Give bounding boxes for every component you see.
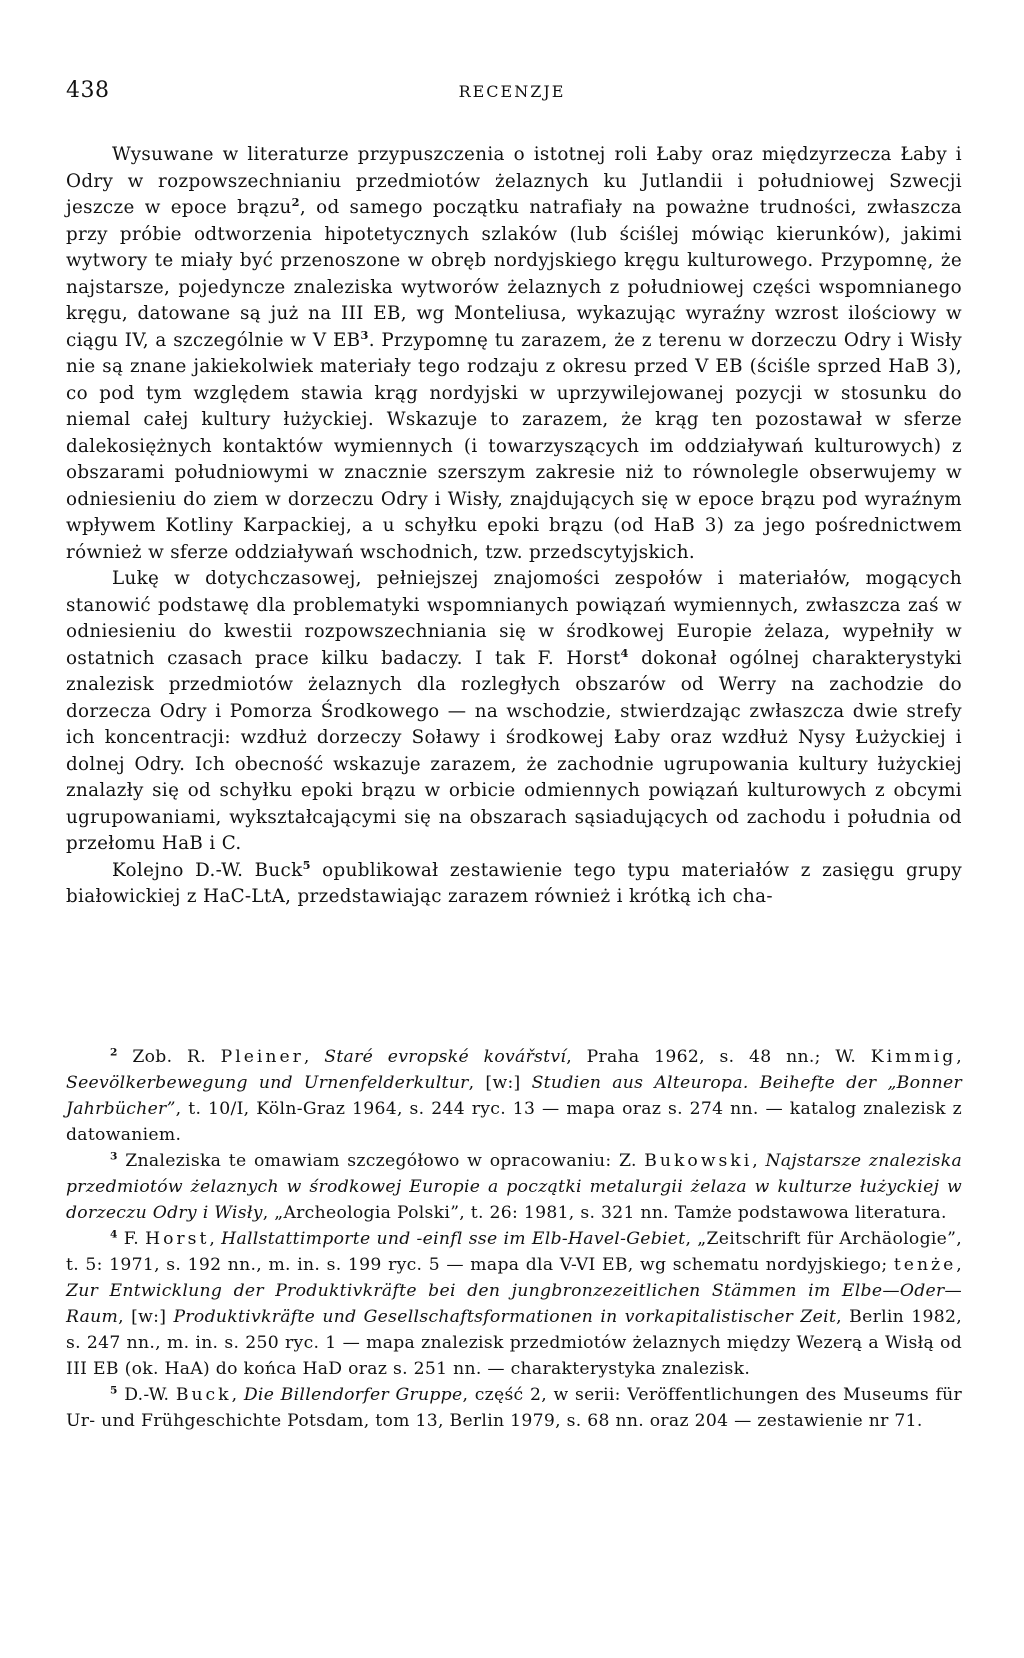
- text-run: , od samego początku natrafiały na poważne trudności, zwłaszcza przy próbie odtworzenia hipotetycznych szlaków (lub ściślej mówiąc kierunków), jakimi wytwory te miały być przenoszone w obręb nordyjskiego kręgu kulturowego. Przypomnę, że najstarsze, pojedyncze znaleziska wytworów żelaznych z południowej części wspomnianego kręgu, datowane są już na III EB, wg Monteliusa, wykazując wyraźny wzrost ilościowy w ciągu IV, a szczególnie w V EB: [66, 197, 962, 351]
- text-run: . Przypomnę tu zarazem, że z terenu w dorzeczu Odry i Wisły nie są znane jakiekolwiek materiały tego rodzaju z okresu przed V EB (ściśle sprzed HaB 3), co pod tym względem stawia krąg nordyjski w uprzywilejowanej pozycji w stosunku do niemal całej kultury łużyckiej. Wskazuje to zarazem, że krąg ten pozostawał w sferze dalekosiężnych kontaktów wymiennych (i towarzyszących im oddziaływań kulturowych) z obszarami południowymi w znacznie szerszym zakresie niż to równolegle obserwujemy w odniesieniu do ziem w dorzeczu Odry i Wisły, znajdujących się w epoce brązu pod wyraźnym wpływem Kotliny Karpackiej, a u schyłku epoki brązu (od HaB 3) za jego pośrednictwem również w sferze oddziaływań wschodnich, tzw. przedscytyjskich.: [66, 329, 962, 563]
- text-run: F.: [117, 1229, 146, 1249]
- text-run: ,: [956, 1255, 962, 1275]
- footnote-marker: 5: [110, 1383, 118, 1397]
- text-run: , [w:]: [468, 1073, 532, 1093]
- text-run: , t. 10/I, Köln-Graz 1964, s. 244 ryc. 13 — mapa oraz s. 274 nn. — katalog znalezisk z datowaniem.: [66, 1099, 962, 1145]
- text-run: , [w:]: [118, 1307, 174, 1327]
- footnote-marker: 2: [110, 1045, 118, 1059]
- italic-title: Produktivkräfte und Gesellschaftsformationen in vorkapitalistischer Zeit: [173, 1307, 837, 1327]
- body-paragraph: [66, 566, 962, 858]
- italic-title: Hallstattimporte und -einfl sse im Elb-Havel-Gebiet: [221, 1229, 686, 1249]
- italic-title: Zur Entwicklung der Produktivkräfte bei den jungbronzezeitlichen Stämmen im Elbe—Oder—Raum: [66, 1281, 962, 1327]
- text-run: ,: [303, 1047, 325, 1067]
- text-run: , część 2, w serii: Veröffentlichungen des Museums für Ur- und Frühgeschichte Potsdam, tom 13, Berlin 1979, s. 68 nn. oraz 204 — zestawienie nr 71.: [66, 1385, 962, 1431]
- italic-title: Najstarsze znaleziska przedmiotów żelaznych w środkowej Europie a początki metalurgii żelaza w kulturze łużyckiej w dorzeczu Odry i Wisły: [66, 1151, 963, 1223]
- text-run: Kolejno D.-W. Buck: [112, 859, 303, 881]
- text-run: Wysuwane w literaturze przypuszczenia o istotnej roli Łaby oraz międzyrzecza Łaby i Odry w rozpowszechnianiu przedmiotów żelaznych ku Jutlandii i południowej Szwecji jeszcze w epoce brązu: [66, 144, 962, 218]
- footnote: [66, 1382, 962, 1434]
- italic-title: Seevölkerbewegung und Urnenfelderkultur: [66, 1073, 469, 1093]
- footnote: [66, 1044, 962, 1148]
- footnote: [66, 1226, 962, 1382]
- body-text: [66, 142, 962, 911]
- spaced-author-name: Horst: [145, 1229, 210, 1249]
- text-run: ,: [752, 1151, 766, 1171]
- page-number: 438: [66, 78, 110, 103]
- text-run: Zob. R.: [117, 1047, 221, 1067]
- spaced-author-name: Buck: [175, 1385, 232, 1405]
- footnote-marker: 2: [291, 195, 300, 210]
- text-run: dokonał ogólnej charakterystyki znalezisk przedmiotów żelaznych dla rozległych obszarów od Werry na zachodzie do dorzecza Odry i Pomorza Środkowego — na wschodzie, stwierdzając zwłaszcza dwie strefy ich koncentracji: wzdłuż dorzeczy Soławy i środkowej Łaby oraz wzdłuż Nysy Łużyckiej i dolnej Odry. Ich obecność wskazuje zarazem, że zachodnie ugrupowania kultury łużyckiej znalazły się od schyłku epoki brązu w orbicie odmiennych powiązań kulturowych z obcymi ugrupowaniami, wykształcającymi się na obszarach sąsiadujących od zachodu i południa od przełomu HaB i C.: [66, 647, 962, 854]
- text-run: Lukę w dotychczasowej, pełniejszej znajomości zespołów i materiałów, mogących stanowić podstawę dla problematyki wspomnianych powiązań wymiennych, zwłaszcza zaś w odniesieniu do kwestii rozpowszechniania się w środkowej Europie żelaza, wypełniły w ostatnich czasach prace kilku badaczy. I tak F. Horst: [66, 568, 962, 669]
- text-run: opublikował zestawienie tego typu materiałów z zasięgu grupy białowickiej z HaC-LtA, przedstawiając zarazem również i krótką ich cha-: [66, 859, 962, 907]
- text-run: , Praha 1962, s. 48 nn.; W.: [566, 1047, 871, 1067]
- italic-title: Studien aus Alteuropa. Beihefte der „Bonner Jahrbücher”: [66, 1073, 962, 1119]
- body-paragraph: [66, 142, 962, 566]
- text-run: D.-W.: [117, 1385, 176, 1405]
- text-run: ,: [209, 1229, 222, 1249]
- text-run: ,: [956, 1047, 962, 1067]
- spaced-author-name: Bukowski: [644, 1151, 753, 1171]
- text-run: , „Archeologia Polski”, t. 26: 1981, s. 321 nn. Tamże podstawowa literatura.: [262, 1203, 947, 1223]
- footnote-marker: 4: [620, 645, 629, 660]
- running-title: RECENZJE: [458, 82, 566, 101]
- spaced-author-name: tenże: [893, 1255, 957, 1275]
- footnote-marker: 4: [110, 1227, 118, 1241]
- spaced-author-name: Pleiner: [220, 1047, 304, 1067]
- footnote-marker: 3: [110, 1149, 118, 1163]
- footnote: [66, 1148, 962, 1226]
- text-run: , „Zeitschrift für Archäologie”, t. 5: 1971, s. 192 nn., m. in. s. 199 ryc. 5 — mapa dla V-VI EB, wg schematu nordyjskiego;: [66, 1229, 962, 1275]
- text-run: ,: [231, 1385, 244, 1405]
- text-run: Znaleziska te omawiam szczegółowo w opracowaniu: Z.: [117, 1151, 645, 1171]
- italic-title: Staré evropské kovářství: [324, 1047, 567, 1067]
- footnotes: [66, 1044, 962, 1434]
- text-run: , Berlin 1982, s. 247 nn., m. in. s. 250 ryc. 1 — mapa znalezisk przedmiotów żelaznych między Wezerą a Wisłą od III EB (ok. HaA) do końca HaD oraz s. 251 nn. — charakterystyka znalezisk.: [66, 1307, 963, 1379]
- footnote-marker: 5: [302, 857, 311, 872]
- body-paragraph: [66, 858, 962, 911]
- italic-title: Die Billendorfer Gruppe: [243, 1385, 463, 1405]
- page-header: [66, 78, 958, 108]
- footnote-marker: 3: [360, 327, 369, 342]
- spaced-author-name: Kimmig: [870, 1047, 957, 1067]
